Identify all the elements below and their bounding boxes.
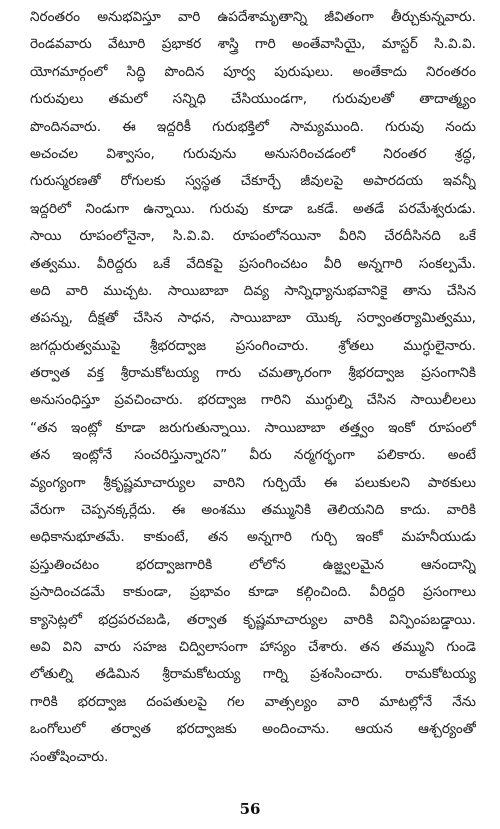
text-line: గారికి భరద్వాజ దంపతులపై గల వాత్సల్యం వారి మాటల్లోనే నేను bbox=[30, 693, 476, 710]
text-line: సాయి రూపంలోనైనా, సి.వి.వి. రూపంలోనయినా వీరిని చేరదీసినది ఒకే bbox=[30, 228, 476, 245]
text-line: అనుసంధిస్తూ ప్రవచించారు. భరద్వాజ గారిని ముగ్ధుల్ని చేసిన సాయిలీలలు bbox=[30, 392, 476, 409]
text-line: క్యాసెట్లలో భద్రపరచబడి, తర్వాత కృష్ణమాచార్యుల వారికి విన్పింపబడ్డాయి. bbox=[30, 611, 476, 628]
text-line: సంతోషించారు. bbox=[30, 748, 109, 765]
text-line: జగద్గురుత్వముపై శ్రీభరద్వాజ ప్రసంగించారు. శ్రోతలు ముగ్ధులైనారు. bbox=[30, 337, 476, 354]
text-line: అవి విని వారు సహజ చిద్విలాసంగా హాస్యం చేశారు. తన తమ్ముని గుండె bbox=[30, 638, 476, 655]
text-line: నిరంతరం అనుభవిస్తూ వారి ఉపదేశామృతాన్ని జీవితంగా తీర్చుకున్నవారు. bbox=[30, 9, 476, 25]
text-line: గురుస్మరణతో రోగులకు స్వస్థత చేకూర్చే జీవులపై అపారదయ ఇవన్నీ bbox=[30, 173, 476, 190]
text-line: అది వారి ముచ్చట. సాయిబాబా దివ్య సాన్నిధ్యానుభవానికై తాను చేసిన bbox=[30, 282, 476, 299]
page-number: 56 bbox=[239, 800, 261, 818]
text-line: తపన్ను, దీక్షతో చేసిన సాధన, సాయిబాబా యొక్క సర్వాంతర్యామిత్వము, bbox=[30, 310, 476, 327]
text-line: ప్రసాదించడమే కాకుండా, ప్రభావం కూడా కల్గించింది. వీరిద్దరి ప్రసంగాలు bbox=[30, 584, 476, 601]
text-line: అధికానుభూతమే. కాకుంటే, తన అన్నగారి గుర్చి ఇంకో మహనీయుడు bbox=[30, 529, 476, 546]
text-line: ఇద్దరిలో నిండుగా ఉన్నాయి. గురువు కూడా ఒకడే. అతడే పరమేశ్వరుడు. bbox=[30, 200, 476, 217]
text-line: గురువులు తమలో సన్నిధి చేసియుండగా, గురువులతో తాదాత్మ్యం bbox=[30, 91, 476, 108]
text-line: పొందినవారు. ఈ ఇద్దరికీ గురుభక్తిలో సామ్యముంది. గురువు నందు bbox=[30, 118, 476, 135]
text-line: తన ఇంట్లోనే సంచరిస్తున్నారని” వీరు నర్మగర్భంగా పలికారు. అంటే bbox=[30, 447, 476, 464]
text-line: ప్రస్తుతించటం భరద్వాజగారికి లోలోన ఉజ్జ్వలమైన ఆనందాన్ని bbox=[30, 556, 476, 573]
text-line: అచంచల విశ్వాసం, గురువును అనుసరించడంలో నిరంతర శ్రద్ధ, bbox=[30, 145, 476, 162]
text-line: వేరుగా చెప్పనక్కర్లేదు. ఈ అంశము తమ్మునికి తెలియనిది కాదు. వారికి bbox=[30, 502, 476, 519]
text-line: “తన ఇంట్లో కూడా జరుగుతున్నాయి. సాయిబాబా తత్త్వం ఇంకో రూపంలో bbox=[30, 419, 476, 436]
text-line: యోగమార్గంలో సిద్ధి పొందిన పూర్వ పురుషులు. అంతేకాదు నిరంతరం bbox=[30, 63, 476, 80]
text-line: రెండవవారు వేటూరి ప్రభాకర శాస్త్రి గారి అంతేవాసియై, మాస్టర్ సి.వి.వి. bbox=[30, 36, 476, 53]
paragraph-body bbox=[30, 4, 476, 771]
text-line: ఒంగోలులో తర్వాత భరద్వాజకు అందించాను. ఆయన ఆశ్చర్యంతో bbox=[30, 721, 476, 738]
text-line: తత్వము. వీరిద్దరు ఒకే వేదికపై ప్రసంగించటం వీరి అన్నగారి సంకల్పమే. bbox=[30, 255, 476, 272]
text-line: లోతుల్ని తడిమిన శ్రీరామకోటయ్య గార్ని ప్రశంసించారు. రామకోటయ్య bbox=[30, 666, 476, 683]
text-line: తర్వాత వక్త శ్రీరామకోటయ్య గారు చమత్కారంగా శ్రీభరద్వాజ ప్రసంగానికి bbox=[30, 365, 476, 382]
text-line: వ్యంగ్యంగా శ్రీకృష్ణమాచార్యుల వారిని గుర్చియే ఈ పలుకులని పాఠకులు bbox=[30, 474, 476, 491]
